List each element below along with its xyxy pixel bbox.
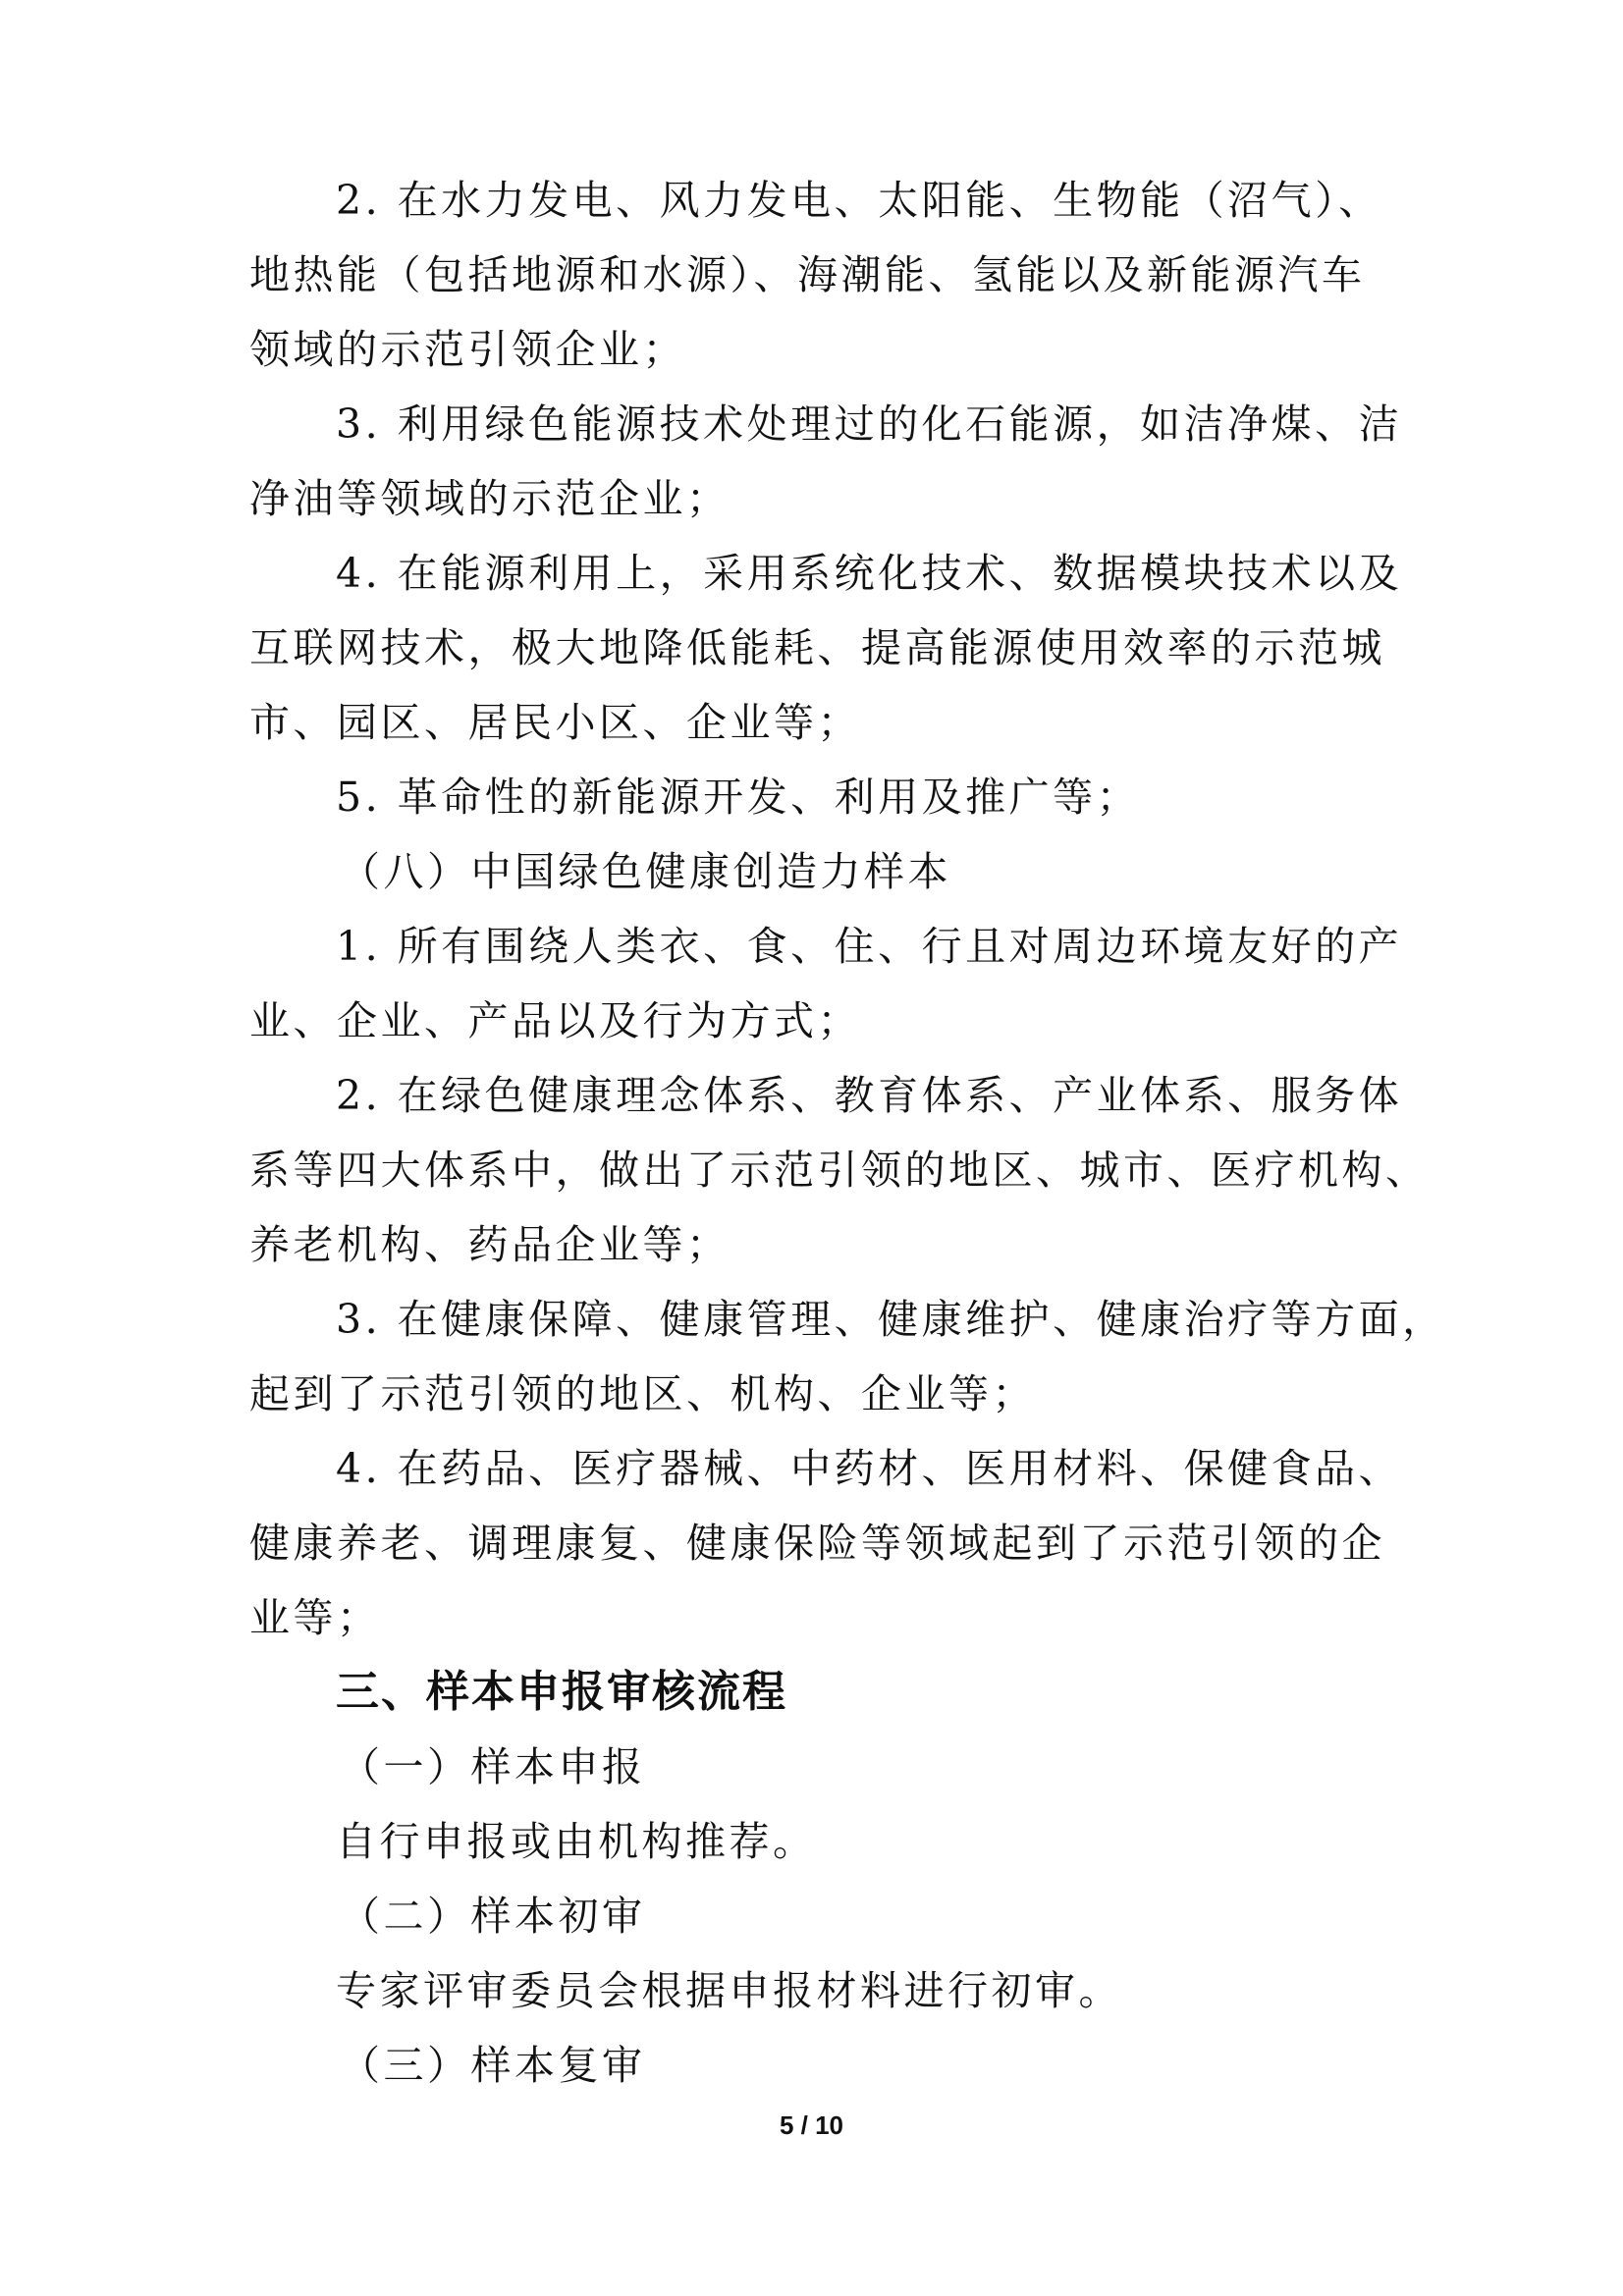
- paragraph-line: 5. 革命性的新能源开发、利用及推广等；: [336, 774, 1141, 821]
- paragraph-line: 健康养老、调理康复、健康保险等领域起到了示范引领的企: [249, 1520, 1385, 1567]
- paragraph-line: 起到了示范引领的地区、机构、企业等；: [249, 1370, 1036, 1417]
- paragraph-line: 3. 在健康保障、健康管理、健康维护、健康治疗等方面，: [336, 1296, 1446, 1343]
- section-heading: 三、样本申报审核流程: [336, 1667, 787, 1717]
- paragraph-line: 地热能（包括地源和水源）、海潮能、氢能以及新能源汽车: [249, 251, 1366, 298]
- subsection-heading: （三）样本复审: [340, 2042, 646, 2089]
- paragraph-line: 1. 所有围绕人类衣、食、住、行且对周边环境友好的产: [336, 923, 1403, 970]
- paragraph-line: 市、园区、居民小区、企业等；: [249, 699, 861, 746]
- paragraph-line: 3. 利用绿色能源技术处理过的化石能源，如洁净煤、洁: [336, 400, 1403, 448]
- paragraph-line: 业、企业、产品以及行为方式；: [249, 997, 861, 1044]
- paragraph-line: 业等；: [249, 1594, 381, 1641]
- paragraph-line: 专家评审委员会根据申报材料进行初审。: [336, 1967, 1122, 2014]
- paragraph-line: 净油等领域的示范企业；: [249, 475, 730, 522]
- paragraph-line: 自行申报或由机构推荐。: [336, 1818, 817, 1865]
- paragraph-line: 领域的示范引领企业；: [249, 326, 686, 373]
- subsection-heading: （八）中国绿色健康创造力样本: [340, 848, 951, 895]
- paragraph-line: 4. 在能源利用上，采用系统化技术、数据模块技术以及: [336, 550, 1403, 597]
- paragraph-line: 系等四大体系中，做出了示范引领的地区、城市、医疗机构、: [249, 1147, 1430, 1194]
- paragraph-line: 互联网技术，极大地降低能耗、提高能源使用效率的示范城: [249, 624, 1385, 671]
- paragraph-line: 2. 在绿色健康理念体系、教育体系、产业体系、服务体: [336, 1072, 1403, 1119]
- paragraph-line: 养老机构、药品企业等；: [249, 1221, 730, 1268]
- paragraph-line: 2. 在水力发电、风力发电、太阳能、生物能（沼气）、: [336, 177, 1382, 224]
- subsection-heading: （一）样本申报: [340, 1743, 646, 1790]
- paragraph-line: 4. 在药品、医疗器械、中药材、医用材料、保健食品、: [336, 1445, 1403, 1492]
- subsection-heading: （二）样本初审: [340, 1893, 646, 1940]
- page-number: 5 / 10: [779, 2110, 844, 2140]
